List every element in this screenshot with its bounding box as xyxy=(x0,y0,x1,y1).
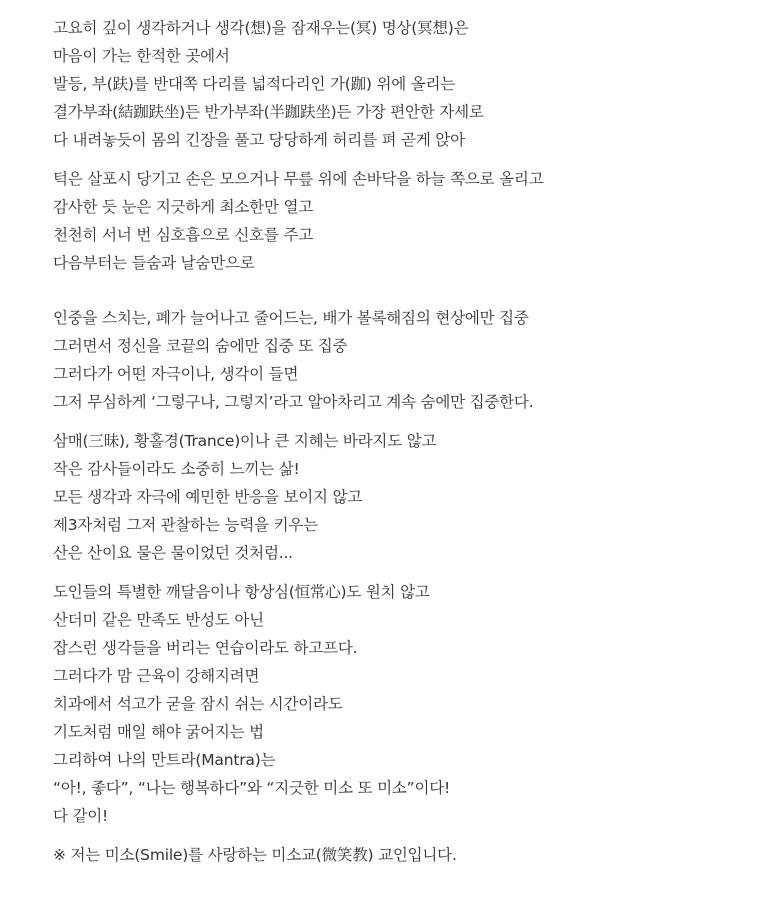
poem-line: 그리하여 나의 만트라(Mantra)는 xyxy=(53,751,276,769)
poem-line: 마음이 가는 한적한 곳에서 xyxy=(53,47,230,65)
poem-line: 제3자처럼 그저 관찰하는 능력을 키우는 xyxy=(53,516,318,534)
poem-line: “아!, 좋다”, “나는 행복하다”와 “지긋한 미소 또 미소”이다! xyxy=(53,779,451,797)
stanza-2 xyxy=(53,165,753,277)
stanza-5 xyxy=(53,578,753,830)
footnote xyxy=(53,841,753,869)
poem-line: 도인들의 특별한 깨달음이나 항상심(恒常心)도 원치 않고 xyxy=(53,583,430,601)
stanza-gap xyxy=(53,567,753,578)
poem-line: 그러다가 어떤 자극이나, 생각이 들면 xyxy=(53,365,299,383)
poem-line: 삼매(三昧), 황홀경(Trance)이나 큰 지혜는 바라지도 않고 xyxy=(53,432,437,450)
poem-line: 그러다가 맘 근육이 강해지려면 xyxy=(53,667,260,685)
poem-line: 치과에서 석고가 굳을 잠시 쉬는 시간이라도 xyxy=(53,695,343,713)
poem-line: 다음부터는 들숨과 날숨만으로 xyxy=(53,254,255,272)
footnote-text: ※ 저는 미소(Smile)를 사랑하는 미소교(微笑教) 교인입니다. xyxy=(53,846,457,864)
stanza-gap xyxy=(53,154,753,165)
poem-line: 작은 감사들이라도 소중히 느끼는 삶! xyxy=(53,460,300,478)
poem-line: 그러면서 정신을 코끝의 숨에만 집중 또 집중 xyxy=(53,337,348,355)
stanza-4 xyxy=(53,427,753,567)
stanza-gap xyxy=(53,277,753,304)
poem-line: 발등, 부(趺)를 반대쪽 다리를 넓적다리인 가(跏) 위에 올리는 xyxy=(53,75,456,93)
poem-line: 잡스런 생각들을 버리는 연습이라도 하고프다. xyxy=(53,639,358,657)
poem-line: 턱은 살포시 당기고 손은 모으거나 무릎 위에 손바닥을 하늘 쪽으로 올리고 xyxy=(53,170,544,188)
poem-line: 감사한 듯 눈은 지긋하게 최소한만 열고 xyxy=(53,198,314,216)
stanza-3 xyxy=(53,304,753,416)
poem-line: 다 내려놓듯이 몸의 긴장을 풀고 당당하게 허리를 펴 곧게 앉아 xyxy=(53,131,465,149)
stanza-gap xyxy=(53,830,753,841)
poem-line: 고요히 깊이 생각하거나 생각(想)을 잠재우는(冥) 명상(冥想)은 xyxy=(53,19,469,37)
stanza-1 xyxy=(53,14,753,154)
poem-line: 기도처럼 매일 해야 굵어지는 법 xyxy=(53,723,264,741)
stanza-gap xyxy=(53,416,753,427)
poem-line: 결가부좌(結跏趺坐)든 반가부좌(半跏趺坐)든 가장 편안한 자세로 xyxy=(53,103,484,121)
poem-line: 산은 산이요 물은 물이었던 것처럼... xyxy=(53,544,293,562)
poem-line: 인중을 스치는, 폐가 늘어나고 줄어드는, 배가 볼록해짐의 현상에만 집중 xyxy=(53,309,529,327)
poem-line: 천천히 서너 번 심호흡으로 신호를 주고 xyxy=(53,226,314,244)
poem-line: 모든 생각과 자극에 예민한 반응을 보이지 않고 xyxy=(53,488,363,506)
poem-body xyxy=(53,14,753,869)
poem-line: 산더미 같은 만족도 반성도 아닌 xyxy=(53,611,264,629)
poem-line: 다 같이! xyxy=(53,807,109,825)
poem-line: 그저 무심하게 ‘그렇구나, 그렇지’라고 알아차리고 계속 숨에만 집중한다. xyxy=(53,393,534,411)
